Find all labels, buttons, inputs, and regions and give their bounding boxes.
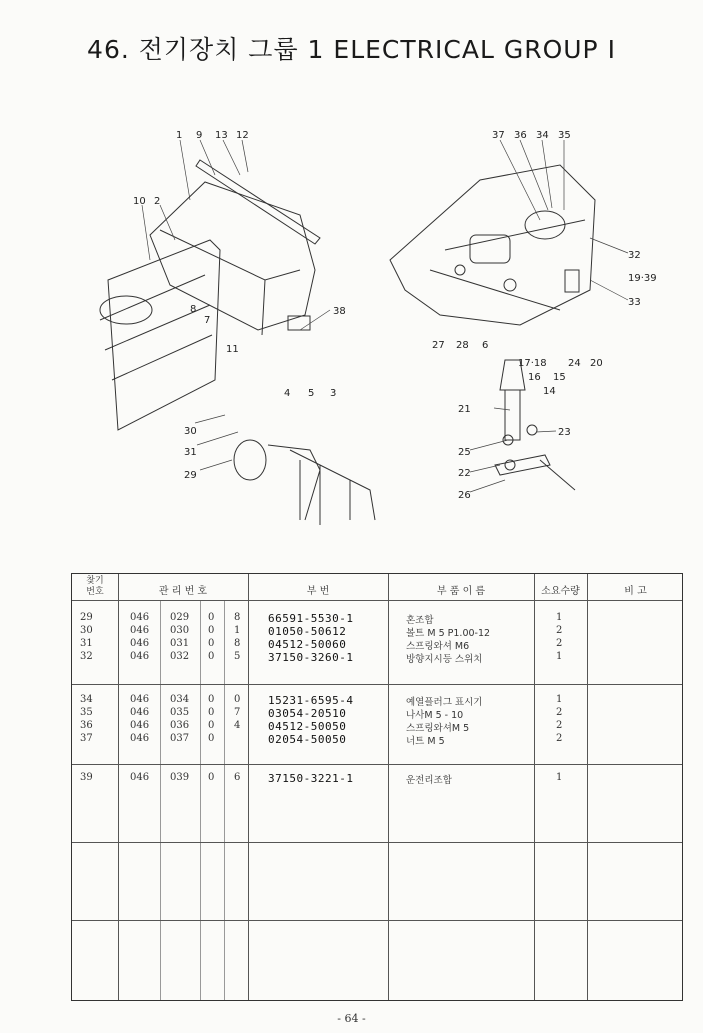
cell-qty: 1 [556, 651, 563, 662]
cell-no: 29 [80, 612, 93, 623]
cell-part: 37150-3221-1 [268, 772, 354, 785]
strip-shape [196, 160, 320, 244]
housing-shape [150, 182, 315, 330]
callout-31: 31 [184, 447, 197, 458]
cell-c: 0 [208, 625, 215, 636]
cell-part: 02054-50050 [268, 733, 347, 746]
cell-d: 8 [234, 612, 241, 623]
cell-a: 046 [130, 733, 150, 744]
callout-28: 28 [456, 340, 469, 351]
callout-32: 32 [628, 250, 641, 261]
callout-26: 26 [458, 490, 471, 501]
cell-qty: 2 [556, 707, 563, 718]
tractor-body-shape [108, 240, 220, 430]
cell-d: 0 [234, 694, 241, 705]
cell-c: 0 [208, 638, 215, 649]
cell-b: 035 [170, 707, 190, 718]
cell-c: 0 [208, 772, 215, 783]
callout-8: 8 [190, 304, 197, 315]
cell-part: 01050-50612 [268, 625, 347, 638]
cell-qty: 2 [556, 720, 563, 731]
cell-no: 35 [80, 707, 93, 718]
page-number: - 64 - [337, 1012, 366, 1025]
cell-a: 046 [130, 638, 150, 649]
callout-17-18: 17·18 [518, 358, 547, 369]
cell-d: 5 [234, 651, 241, 662]
callout-35: 35 [558, 130, 571, 141]
callout-1: 1 [176, 130, 183, 141]
cell-part: 03054-20510 [268, 707, 347, 720]
cell-c: 0 [208, 694, 215, 705]
cell-d: 4 [234, 720, 241, 731]
header-item-no: 찾기 번호 [86, 576, 104, 597]
cell-b: 029 [170, 612, 190, 623]
callout-10: 10 [133, 196, 146, 207]
cell-part: 15231-6595-4 [268, 694, 354, 707]
cell-b: 030 [170, 625, 190, 636]
cell-d: 7 [234, 707, 241, 718]
callout-19-39: 19·39 [628, 273, 657, 284]
callout-23: 23 [558, 427, 571, 438]
cell-name: 방향지시등 스위치 [406, 654, 483, 665]
cell-name: 나사M 5 - 10 [406, 710, 464, 721]
cell-qty: 2 [556, 625, 563, 636]
cell-c: 0 [208, 733, 215, 744]
meter-window-shape [470, 235, 510, 263]
callout-33: 33 [628, 297, 641, 308]
callout-15: 15 [553, 372, 566, 383]
cell-d: 6 [234, 772, 241, 783]
callout-14: 14 [543, 386, 556, 397]
cell-part: 37150-3260-1 [268, 651, 354, 664]
cell-qty: 2 [556, 638, 563, 649]
cell-a: 046 [130, 772, 150, 783]
label-plate-shape [288, 316, 310, 330]
cell-name: 스프링와셔 M6 [406, 641, 470, 652]
cell-c: 0 [208, 707, 215, 718]
cell-a: 046 [130, 707, 150, 718]
callout-30: 30 [184, 426, 197, 437]
header-mgmt-no: 관 리 번 호 [158, 586, 208, 597]
cell-part: 66591-5530-1 [268, 612, 354, 625]
cell-name: 너트 M 5 [406, 736, 445, 747]
cell-c: 0 [208, 651, 215, 662]
cell-d: 1 [234, 625, 241, 636]
callout-2: 2 [154, 196, 161, 207]
cell-no: 32 [80, 651, 93, 662]
cell-part: 04512-50060 [268, 638, 347, 651]
cell-c: 0 [208, 720, 215, 731]
diagram-svg [0, 120, 703, 540]
callout-20: 20 [590, 358, 603, 369]
cell-qty: 1 [556, 612, 563, 623]
cell-name: 볼트 M 5 P1.00-12 [406, 628, 491, 639]
callout-16: 16 [528, 372, 541, 383]
cell-a: 046 [130, 694, 150, 705]
callout-21: 21 [458, 404, 471, 415]
cell-name: 스프링와셔M 5 [406, 723, 470, 734]
exploded-parts-diagram [0, 120, 703, 540]
callout-22: 22 [458, 468, 471, 479]
callout-13: 13 [215, 130, 228, 141]
cell-name: 예열플러그 표시기 [406, 697, 483, 708]
callout-7: 7 [204, 315, 211, 326]
header-qty: 소요수량 [541, 586, 580, 597]
cell-no: 36 [80, 720, 93, 731]
callout-38: 38 [333, 306, 346, 317]
cell-a: 046 [130, 625, 150, 636]
callout-6: 6 [482, 340, 489, 351]
cell-qty: 1 [556, 772, 563, 783]
parts-table [71, 573, 683, 1001]
cell-b: 037 [170, 733, 190, 744]
cell-qty: 2 [556, 733, 563, 744]
callout-24: 24 [568, 358, 581, 369]
callout-3: 3 [330, 388, 337, 399]
cell-name: 혼조합 [406, 615, 434, 626]
switch-shape [565, 270, 579, 292]
callout-4: 4 [284, 388, 291, 399]
callout-12: 12 [236, 130, 249, 141]
cell-b: 034 [170, 694, 190, 705]
callout-29: 29 [184, 470, 197, 481]
callout-5: 5 [308, 388, 315, 399]
callout-37: 37 [492, 130, 505, 141]
callout-27: 27 [432, 340, 445, 351]
cell-no: 39 [80, 772, 93, 783]
cell-qty: 1 [556, 694, 563, 705]
cell-b: 032 [170, 651, 190, 662]
cell-no: 34 [80, 694, 93, 705]
cell-c: 0 [208, 612, 215, 623]
callout-25: 25 [458, 447, 471, 458]
cell-a: 046 [130, 720, 150, 731]
header-part-name: 부 품 이 름 [436, 586, 486, 597]
horn-shape [234, 440, 266, 480]
cell-part: 04512-50050 [268, 720, 347, 733]
callout-9: 9 [196, 130, 203, 141]
callout-11: 11 [226, 344, 239, 355]
header-remarks: 비 고 [624, 586, 647, 597]
cell-b: 036 [170, 720, 190, 731]
cell-no: 30 [80, 625, 93, 636]
cell-name: 운전리조합 [406, 775, 452, 786]
callout-36: 36 [514, 130, 527, 141]
cell-b: 031 [170, 638, 190, 649]
cell-d: 8 [234, 638, 241, 649]
cell-no: 37 [80, 733, 93, 744]
cell-a: 046 [130, 651, 150, 662]
cell-a: 046 [130, 612, 150, 623]
header-part-no: 부 번 [306, 586, 330, 597]
page-title: 46. 전기장치 그룹 1 ELECTRICAL GROUP Ⅰ [87, 35, 616, 64]
callout-34: 34 [536, 130, 549, 141]
cell-b: 039 [170, 772, 190, 783]
gauge-shape [525, 211, 565, 239]
fuel-cap-shape [100, 296, 152, 324]
cell-no: 31 [80, 638, 93, 649]
